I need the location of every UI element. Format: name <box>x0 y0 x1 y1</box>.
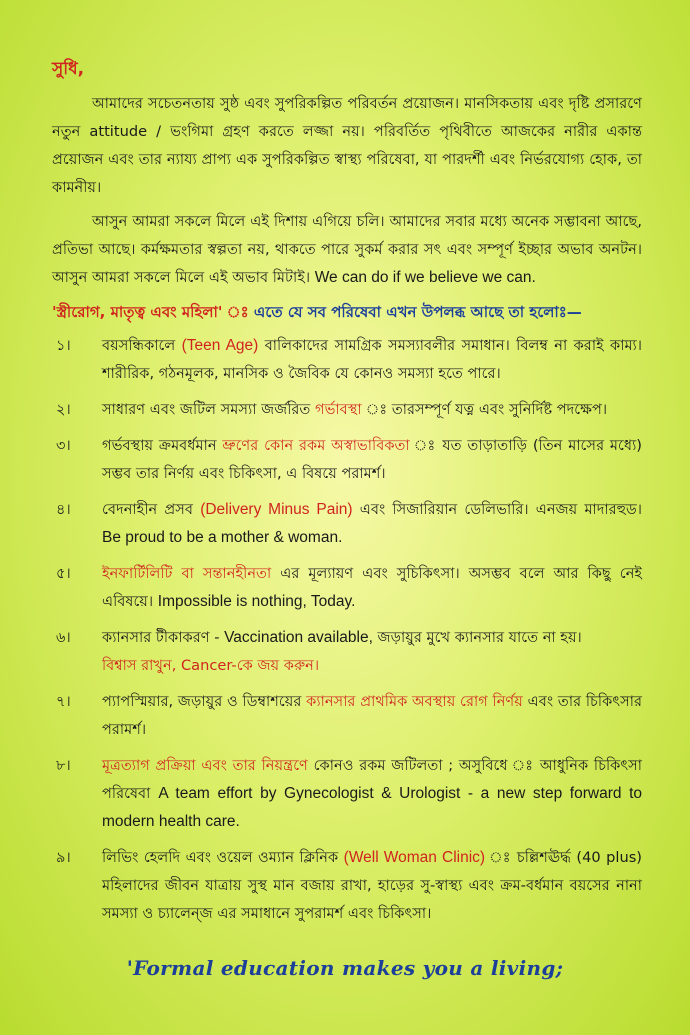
service-item-1 <box>52 332 642 388</box>
item-number: ৯। <box>56 849 71 866</box>
service-item-8 <box>52 752 642 836</box>
item-text: মূত্রত্যাগ প্রক্রিয়া এবং তার নিয়ন্ত্রণে কোনও রকম জটিলতা ; অসুবিধে ঃ আধুনিক চিকিৎসা পরিষেবা A team effort by Gynecologist & Urologist - a new step forward to modern health care. <box>102 757 643 830</box>
service-item-4 <box>52 496 642 552</box>
item-text: গর্ভবস্থায় ক্রমবর্ধমান ভ্রুণের কোন রকম অস্বাভাবিকতা ঃ যত তাড়াতাড়ি (তিন মাসের মধ্যে) সম্ভব তার নির্ণয় এবং চিকিৎসা, এ বিষয়ে পরামর্শ। <box>102 437 642 482</box>
services-heading <box>52 298 642 326</box>
item-number: ৫। <box>56 565 71 582</box>
item-text: লিভিং হেলদি এবং ওয়েল ওম্যান ক্লিনিক (Well Woman Clinic) ঃ চল্লিশঊর্দ্ধ (40 plus) মহিলাদের জীবন যাত্রায় সুস্থ মান বজায় রাখা, হাড়ের সু-স্বাস্থ্য এবং ক্রম-বর্ধমান বয়সের নানা সমস্যা ও চ্যালেন্জ এর সমাধানে সুপরামর্শ এবং চিকিৎসা। <box>102 849 642 922</box>
item-text: ক্যানসার টীকাকরণ - Vaccination available, জড়ায়ুর মুখে ক্যানসার যাতে না হয়। বিশ্বাস রাখুন, Cancer-কে জয় করুন। <box>102 629 582 674</box>
item-text: বেদনাহীন প্রসব (Delivery Minus Pain) এবং সিজারিয়ান ডেলিভারি। এনজয় মাদারহুড। Be proud to be a mother & woman. <box>102 501 642 546</box>
call-paragraph-text: আসুন আমরা সকলে মিলে এই দিশায় এগিয়ে চলি। আমাদের সবার মধ্যে অনেক সম্ভাবনা আছে, প্রতিভা আছে। কর্মক্ষমতার স্বল্পতা নয়, থাকতে পারে সুকর্ম করার সৎ এবং সম্পূর্ণ ইচ্ছার অভাব অনটন। আসুন আমরা সকলে মিলে এই অভাব মিটাই। <box>52 213 642 286</box>
item-number: ৬। <box>56 629 71 646</box>
item-text: সাধারণ এবং জটিল সমস্যা জর্জরিত গর্ভাবস্থা ঃ তারসম্পূর্ণ যত্ন এবং সুনির্দিষ্ট পদক্ষেপ। <box>102 401 608 418</box>
service-item-3 <box>52 432 642 488</box>
item-text: ইনফার্টিলিটি বা সন্তানহীনতা এর মূল্যায়ণ এবং সুচিকিৎসা। অসম্ভব বলে আর কিছু নেই এবিষয়ে। Impossible is nothing, Today. <box>102 565 642 610</box>
footer-quote: 'Formal education makes you a living; <box>126 956 564 980</box>
item-text: প্যাপস্মিয়ার, জড়ায়ুর ও ডিম্বাশয়ের ক্যানসার প্রাথমিক অবস্থায় রোগ নির্ণয় এবং তার চিকিৎসার পরামর্শ। <box>102 693 642 738</box>
service-item-2 <box>52 396 642 424</box>
item-number: ২। <box>56 401 71 418</box>
item-number: ৮। <box>56 757 71 774</box>
item-number: ৪। <box>56 501 71 518</box>
item-number: ৩। <box>56 437 71 454</box>
salutation: সুধি, <box>52 59 85 79</box>
item-number: ৭। <box>56 693 71 710</box>
service-item-6 <box>52 624 642 680</box>
call-paragraph <box>52 208 642 292</box>
services-heading-subtitle: এতে যে সব পরিষেবা এখন উপলব্ধ আছে তা হলোঃ— <box>253 303 582 321</box>
services-heading-title: 'স্ত্রীরোগ, মাতৃত্ব এবং মহিলা' ঃ <box>52 303 249 321</box>
service-item-9 <box>52 844 642 928</box>
intro-paragraph: আমাদের সচেতনতায় সুষ্ঠ এবং সুপরিকল্পিত পরিবর্তন প্রয়োজন। মানসিকতায় এবং দৃষ্টি প্রসারণে নতুন attitude / ভংগিমা গ্রহণ করতে লজ্জা নয়। পরিবর্তিত পৃথিবীতে আজকের নারীর একান্ত প্রয়োজন এবং তার ন্যায্য প্রাপ্য এক সুপরিকল্পিত স্বাস্থ্য পরিষেবা, যা পারদর্শী এবং নির্ভরযোগ্য হোক, তা কামনীয়। <box>52 95 642 196</box>
call-paragraph-english: We can do if we believe we can. <box>314 269 536 286</box>
service-item-5 <box>52 560 642 616</box>
item-text: বয়সন্ধিকালে (Teen Age) বালিকাদের সামগ্রিক সমস্যাবলীর সমাধান। বিলম্ব না করাই কাম্য। শারীরিক, গঠনমূলক, মানসিক ও জৈবিক যে কোনও সমস্যা হতে পারে। <box>102 337 642 382</box>
services-list <box>52 332 642 928</box>
service-item-7 <box>52 688 642 744</box>
item-number: ১। <box>56 337 71 354</box>
